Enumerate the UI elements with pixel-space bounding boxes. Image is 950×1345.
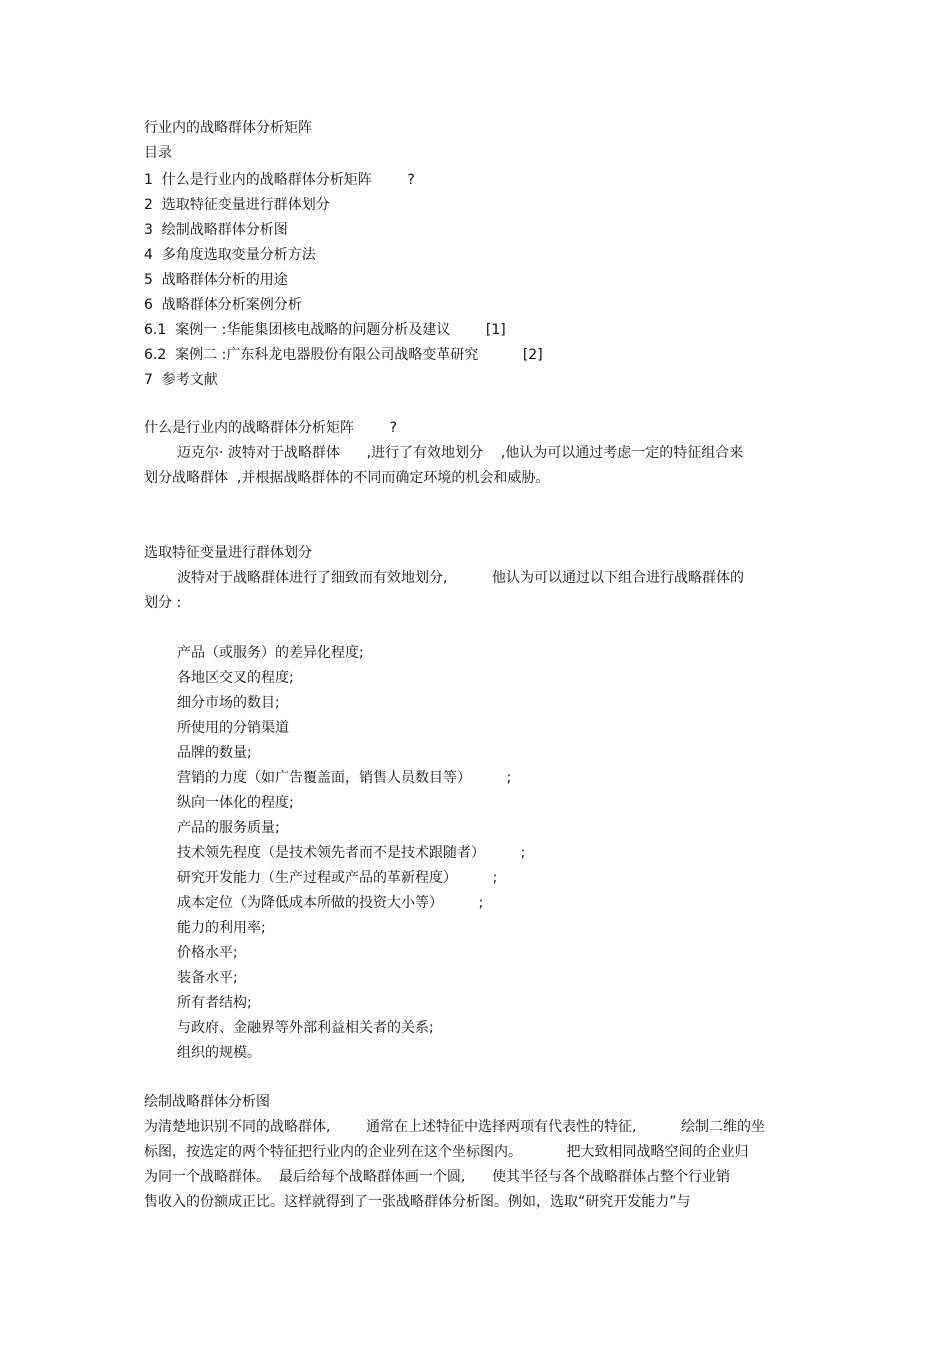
- toc-item[interactable]: 5 战略群体分析的用途: [144, 272, 288, 288]
- list-item: 与政府、金融界等外部利益相关者的关系;: [177, 1020, 434, 1036]
- list-item: 营销的力度（如广告覆盖面，销售人员数目等） ;: [177, 770, 512, 786]
- paragraph-line: 为清楚地识别不同的战略群体, 通常在上述特征中选择两项有代表性的特征, 绘制二维的坐: [144, 1119, 766, 1135]
- list-item: 研究开发能力（生产过程或产品的革新程度） ;: [177, 870, 498, 886]
- list-item: 细分市场的数目;: [177, 695, 280, 711]
- list-item: 各地区交叉的程度;: [177, 670, 294, 686]
- section-heading: 绘制战略群体分析图: [144, 1094, 270, 1110]
- paragraph-line: 标图，按选定的两个特征把行业内的企业列在这个坐标图内。 把大致相同战略空间的企业归: [144, 1144, 749, 1160]
- toc-item[interactable]: 7 参考文献: [144, 372, 218, 388]
- list-item: 成本定位（为降低成本所做的投资大小等） ;: [177, 895, 484, 911]
- doc-title: 行业内的战略群体分析矩阵: [144, 120, 312, 136]
- toc-item[interactable]: 1 什么是行业内的战略群体分析矩阵 ?: [144, 172, 415, 188]
- list-item: 产品（或服务）的差异化程度;: [177, 645, 364, 661]
- list-item: 能力的利用率;: [177, 920, 266, 936]
- toc-item[interactable]: 2 选取特征变量进行群体划分: [144, 197, 330, 213]
- list-item: 组织的规模。: [177, 1045, 261, 1061]
- toc-item[interactable]: 6 战略群体分析案例分析: [144, 297, 302, 313]
- paragraph-line: 划分 :: [144, 595, 182, 611]
- list-item: 装备水平;: [177, 970, 238, 986]
- list-item: 所有者结构;: [177, 995, 252, 1011]
- list-item: 所使用的分销渠道: [177, 720, 289, 736]
- section-heading: 什么是行业内的战略群体分析矩阵 ?: [144, 420, 398, 436]
- section-heading: 选取特征变量进行群体划分: [144, 545, 312, 561]
- list-item: 纵向一体化的程度;: [177, 795, 294, 811]
- toc-item[interactable]: 6.1 案例一 :华能集团核电战略的问题分析及建议 [1]: [144, 322, 506, 338]
- toc-item[interactable]: 6.2 案例二 :广东科龙电器股份有限公司战略变革研究 [2]: [144, 347, 543, 363]
- toc-item[interactable]: 4 多角度选取变量分析方法: [144, 247, 316, 263]
- paragraph-line: 售收入的份额成正比。这样就得到了一张战略群体分析图。例如，选取“研究开发能力”与: [144, 1194, 691, 1210]
- list-item: 价格水平;: [177, 945, 238, 961]
- toc-item[interactable]: 3 绘制战略群体分析图: [144, 222, 288, 238]
- list-item: 技术领先程度（是技术领先者而不是技术跟随者） ;: [177, 845, 526, 861]
- paragraph-line: 划分战略群体 ,并根据战略群体的不同而确定环境的机会和威胁。: [144, 470, 550, 486]
- list-item: 产品的服务质量;: [177, 820, 280, 836]
- list-item: 品牌的数量;: [177, 745, 252, 761]
- paragraph-line: 波特对于战略群体进行了细致而有效地划分, 他认为可以通过以下组合进行战略群体的: [177, 570, 744, 586]
- paragraph-line: 迈克尔· 波特对于战略群体 ,进行了有效地划分 ,他认为可以通过考虑一定的特征组合来: [177, 445, 744, 461]
- toc-heading: 目录: [144, 145, 172, 161]
- paragraph-line: 为同一个战略群体。 最后给每个战略群体画一个圆, 使其半径与各个战略群体占整个行业销: [144, 1169, 731, 1185]
